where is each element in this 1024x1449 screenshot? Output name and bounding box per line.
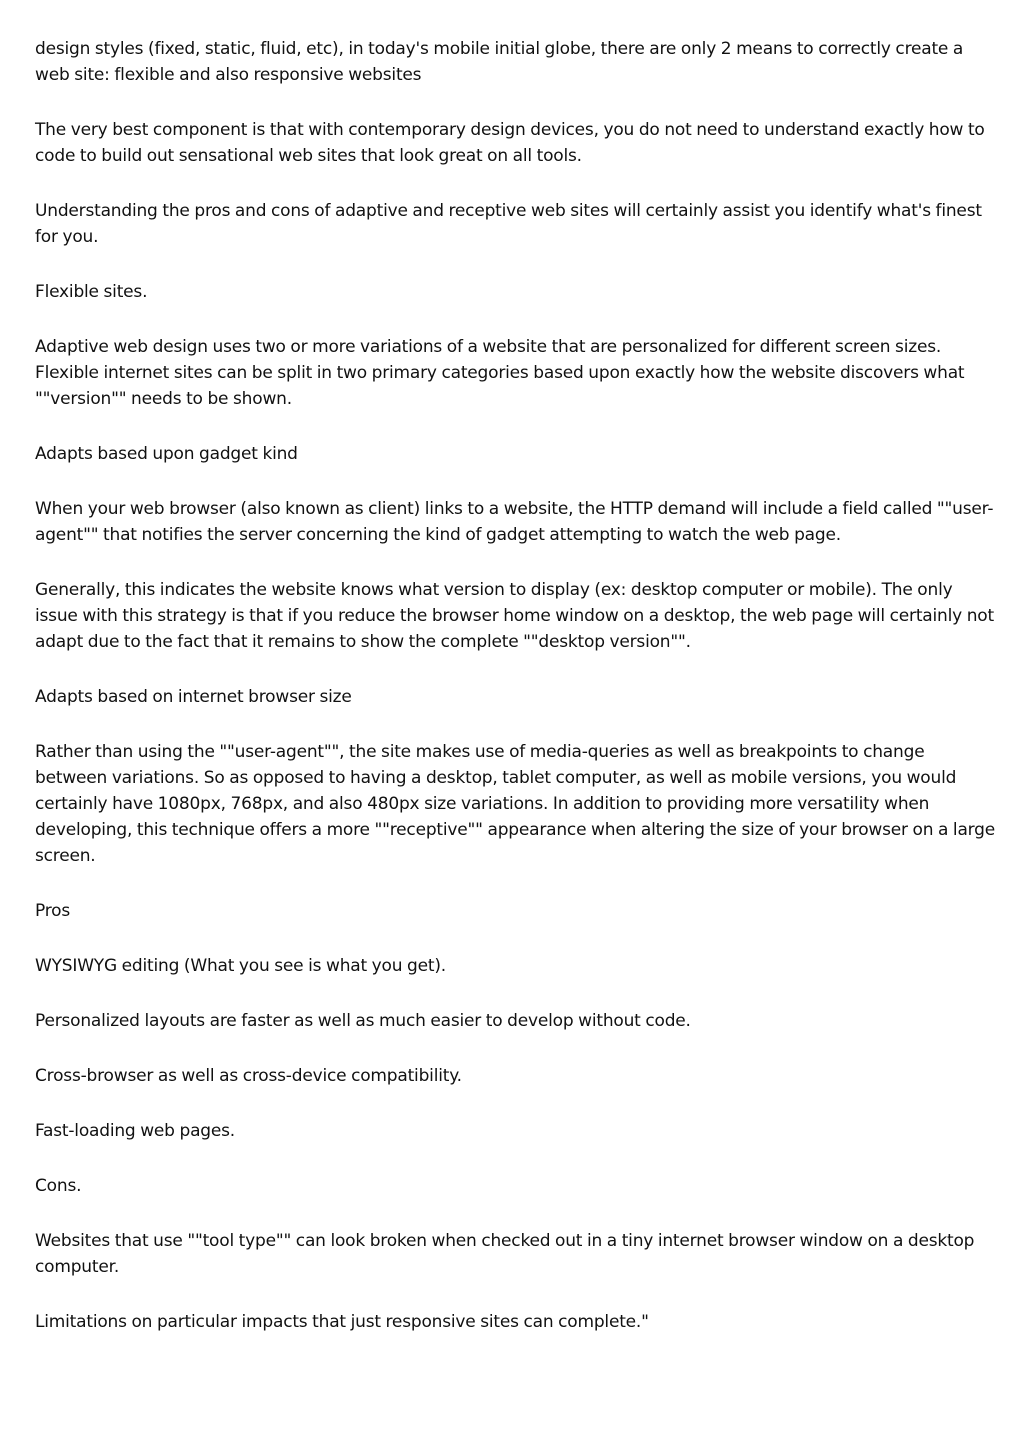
- paragraph-pros-cons-intro: Understanding the pros and cons of adaptive and receptive web sites will certainly assist you identify what's finest for you.: [35, 201, 982, 247]
- heading-flexible-sites: Flexible sites.: [35, 282, 148, 302]
- list-item-fast-loading: Fast-loading web pages.: [35, 1121, 235, 1141]
- heading-cons: Cons.: [35, 1176, 82, 1196]
- list-item-cross-browser: Cross-browser as well as cross-device compatibility.: [35, 1066, 462, 1086]
- paragraph-media-queries: Rather than using the ""user-agent"", the site makes use of media-queries as well as breakpoints to change between variations. So as opposed to having a desktop, tablet computer, as well as mobile versions, you would certainly have 1080px, 768px, and also 480px size variations. In addition to providing more versatility when developing, this technique offers a more ""receptive"" appearance when altering the size of your browser on a large screen.: [35, 742, 995, 866]
- list-item-personalized-layouts: Personalized layouts are faster as well as much easier to develop without code.: [35, 1011, 691, 1031]
- heading-pros: Pros: [35, 901, 71, 921]
- heading-adapts-gadget-kind: Adapts based upon gadget kind: [35, 444, 298, 464]
- list-item-tool-type: Websites that use ""tool type"" can look broken when checked out in a tiny internet browser window on a desktop computer.: [35, 1231, 975, 1277]
- paragraph-adaptive-design: Adaptive web design uses two or more variations of a website that are personalized for different screen sizes. Flexible internet sites can be split in two primary categories based upon exactly how the website discovers what ""version"" needs to be shown.: [35, 337, 965, 409]
- document-body: [35, 36, 995, 1364]
- paragraph-user-agent: When your web browser (also known as client) links to a website, the HTTP demand will include a field called ""user-agent"" that notifies the server concerning the kind of gadget attempting to watch the web page.: [35, 499, 994, 545]
- paragraph-design-devices: The very best component is that with contemporary design devices, you do not need to understand exactly how to code to build out sensational web sites that look great on all tools.: [35, 120, 985, 166]
- list-item-limitations: Limitations on particular impacts that just responsive sites can complete.": [35, 1312, 649, 1332]
- paragraph-intro-design-styles: design styles (fixed, static, fluid, etc), in today's mobile initial globe, there are only 2 means to correctly create a web site: flexible and also responsive websites: [35, 39, 964, 85]
- paragraph-version-display: Generally, this indicates the website knows what version to display (ex: desktop computer or mobile). The only issue with this strategy is that if you reduce the browser home window on a desktop, the web page will certainly not adapt due to the fact that it remains to show the complete ""desktop version"".: [35, 580, 994, 652]
- list-item-wysiwyg: WYSIWYG editing (What you see is what you get).: [35, 956, 446, 976]
- heading-adapts-browser-size: Adapts based on internet browser size: [35, 687, 352, 707]
